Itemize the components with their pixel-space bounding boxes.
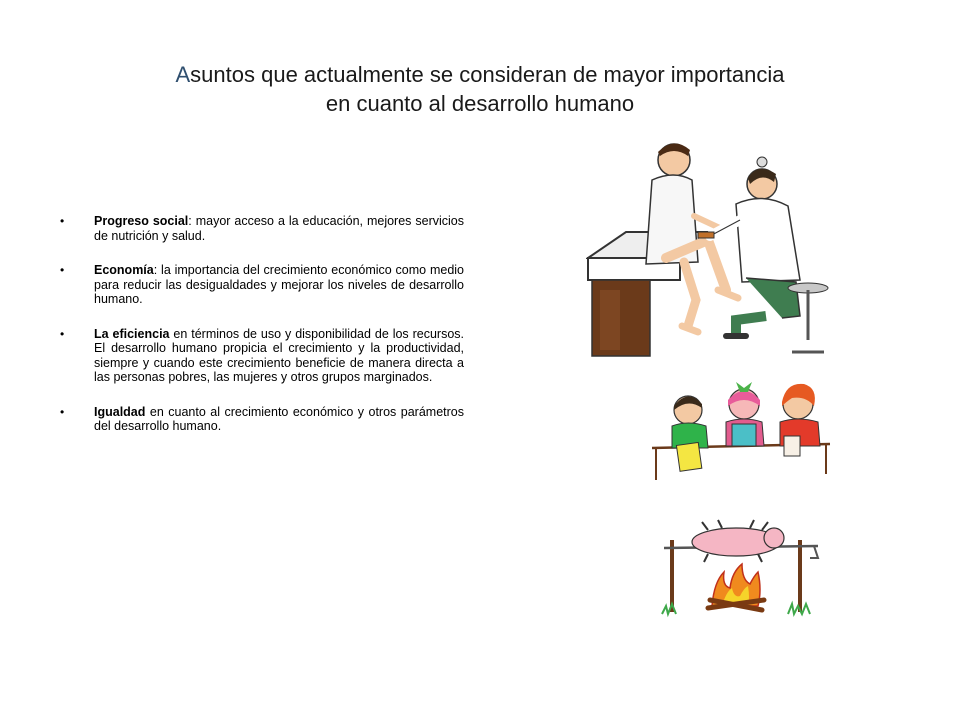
title-line-1 bbox=[100, 60, 860, 89]
bullet-text: en términos de uso y disponibilidad de los recursos. El desarrollo humano propicia el crecimiento y la productividad, siempre y cuando este crecimiento beneficie de manera directa a las personas pobres, las mujeres y otros grupos marginados. bbox=[94, 326, 464, 384]
roasting-pig-illustration bbox=[658, 518, 824, 618]
children-reading-illustration bbox=[648, 374, 834, 484]
bullet-list bbox=[60, 214, 464, 454]
bullet-term: La eficiencia bbox=[94, 326, 170, 341]
bullet-item bbox=[60, 405, 464, 434]
page-title bbox=[100, 60, 860, 118]
bullet-term: Igualdad bbox=[94, 404, 146, 419]
bullet-item bbox=[60, 327, 464, 385]
doctor-patient-illustration bbox=[586, 140, 836, 358]
bullet-item bbox=[60, 214, 464, 243]
bullet-term: Progreso social bbox=[94, 214, 189, 228]
bullet-text: : la importancia del crecimiento económico como medio para reducir las desigualdades y mejorar los niveles de desarrollo humano. bbox=[94, 263, 464, 306]
title-line-1-text: suntos que actualmente se consideran de mayor importancia bbox=[190, 62, 785, 87]
bullet-term: Economía bbox=[94, 263, 154, 277]
title-first-letter: A bbox=[175, 62, 191, 87]
bullet-item bbox=[60, 263, 464, 307]
bullet-text: : mayor acceso a la educación, mejores servicios de nutrición y salud. bbox=[94, 214, 464, 243]
bullet-text: en cuanto al crecimiento económico y otros parámetros del desarrollo humano. bbox=[94, 404, 464, 433]
title-line-2: en cuanto al desarrollo humano bbox=[325, 91, 635, 116]
